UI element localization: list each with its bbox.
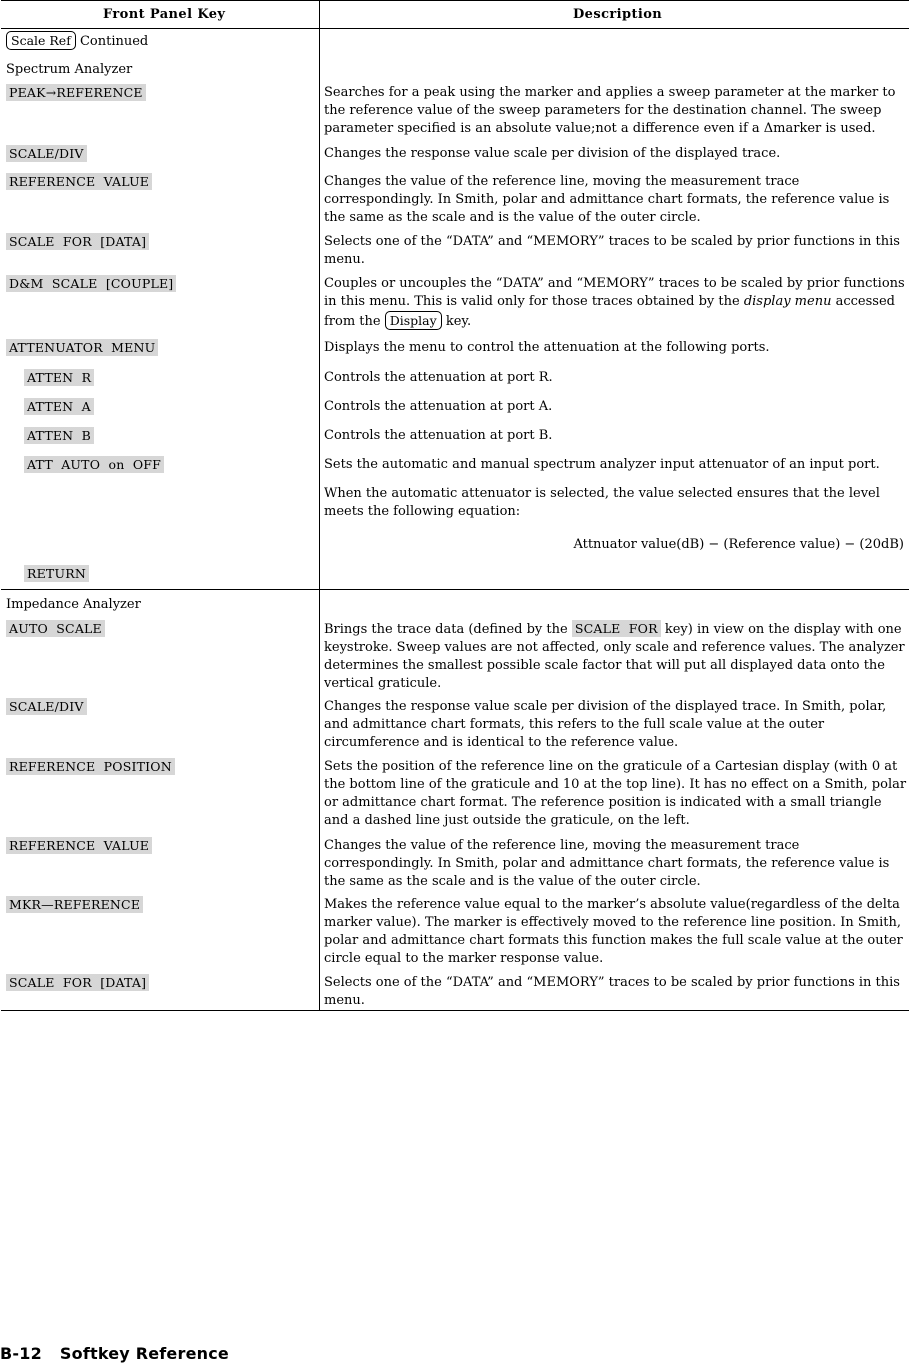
softkey-scale-div-impedance[interactable]: SCALE/DIV [6, 698, 87, 715]
softkey-dm-scale-couple[interactable]: D&M SCALE [COUPLE] [6, 275, 176, 292]
desc-scale-div: Changes the response value scale per division of the displayed trace. [324, 146, 781, 161]
desc-dm-scale-couple [324, 275, 910, 331]
table-bottom-rule [1, 1010, 909, 1011]
header-front-panel-key: Front Panel Key [103, 7, 226, 22]
table-header [1, 0, 909, 29]
desc-dm-text-a: Couples or uncouples the “DATA” and “MEMORY” traces to be scaled by prior functions in this menu. This is valid only for those traces obtained by the [324, 276, 905, 309]
desc-scale-for-data: Selects one of the “DATA” and “MEMORY” traces to be scaled by prior functions in this menu. [324, 234, 900, 267]
softkey-scale-for-data[interactable]: SCALE FOR [DATA] [6, 233, 149, 250]
desc-peak-reference: Searches for a peak using the marker and applies a sweep parameter at the marker to the reference value of the sweep parameters for the destination channel. The sweep parameter specified is an absolute value;not a difference even if a Δmarker is used. [324, 85, 896, 136]
softkey-reference-value[interactable]: REFERENCE VALUE [6, 173, 152, 190]
desc-scale-for-data-impedance: Selects one of the “DATA” and “MEMORY” traces to be scaled by prior functions in this menu. [324, 975, 900, 1008]
page-number: B-12 [0, 1344, 42, 1363]
softkey-atten-b[interactable]: ATTEN B [24, 427, 94, 444]
desc-atten-b: Controls the attenuation at port B. [324, 428, 553, 443]
intro-row [6, 31, 148, 51]
desc-auto-scale-text-b: key) in view on the display with one keystroke. Sweep values are not affected, only scale and reference values. The analyzer determines the smallest possible scale factor that will put all displayed data onto the vertical graticule. [324, 622, 905, 691]
page-footer [0, 1344, 229, 1363]
desc-auto-scale [324, 620, 910, 693]
desc-mkr-reference: Makes the reference value equal to the marker’s absolute value(regardless of the delta marker value). The marker is effectively moved to the reference line position. In Smith, polar and admittance chart formats this function makes the full scale value at the outer circle equal to the marker response value. [324, 897, 903, 966]
desc-att-auto-on-off: Sets the automatic and manual spectrum analyzer input attenuator of an input port. [324, 457, 880, 472]
softkey-auto-scale[interactable]: AUTO SCALE [6, 620, 105, 637]
desc-reference-position: Sets the position of the reference line on the graticule of a Cartesian display (with 0 at the bottom line of the graticule and 10 at the top line). It has no effect on a Smith, polar or admittance chart format. The reference position is indicated with a small triangle and a dashed line just outside the graticule, on the left. [324, 759, 907, 828]
desc-atten-a: Controls the attenuation at port A. [324, 399, 553, 414]
softkey-peak-reference[interactable]: PEAK→REFERENCE [6, 84, 146, 101]
softkey-mkr-reference[interactable]: MKR—REFERENCE [6, 896, 143, 913]
softkey-attenuator-menu[interactable]: ATTENUATOR MENU [6, 339, 158, 356]
desc-dm-text-b: accessed from the [324, 294, 895, 329]
continued-label: Continued [79, 34, 149, 49]
attenuator-equation: Attnuator value(dB) − (Reference value) − (20dB) [573, 537, 904, 552]
footer-title: Softkey Reference [59, 1344, 229, 1363]
desc-dm-text-c: key. [445, 314, 472, 329]
scale-ref-hardkey[interactable]: Scale Ref [6, 31, 76, 50]
section-title-impedance-analyzer: Impedance Analyzer [6, 597, 141, 612]
header-description: Description [573, 7, 663, 22]
display-hardkey[interactable]: Display [385, 311, 442, 330]
desc-reference-value: Changes the value of the reference line, moving the measurement trace correspondingly. In Smith, polar and admittance chart formats, the reference value is the same as the scale and is the value of the outer circle. [324, 174, 890, 225]
softkey-return[interactable]: RETURN [24, 565, 89, 582]
section-divider [1, 589, 909, 590]
desc-auto-scale-text-a: Brings the trace data (defined by the [324, 622, 568, 637]
softkey-atten-r[interactable]: ATTEN R [24, 369, 94, 386]
desc-auto-attenuator-note: When the automatic attenuator is selected, the value selected ensures that the level meets the following equation: [324, 486, 880, 519]
softkey-reference-value-impedance[interactable]: REFERENCE VALUE [6, 837, 152, 854]
desc-attenuator-menu: Displays the menu to control the attenuation at the following ports. [324, 340, 770, 355]
column-divider [319, 0, 320, 1010]
desc-dm-display-menu: display menu [743, 294, 832, 309]
softkey-scale-for-data-impedance[interactable]: SCALE FOR [DATA] [6, 974, 149, 991]
desc-scale-div-impedance: Changes the response value scale per division of the displayed trace. In Smith, polar, and admittance chart formats, this refers to the full scale value at the outer circumference and is identical to the reference value. [324, 699, 887, 750]
desc-atten-r: Controls the attenuation at port R. [324, 370, 553, 385]
softkey-reference-position[interactable]: REFERENCE POSITION [6, 758, 175, 775]
softkey-att-auto-on-off[interactable]: ATT AUTO on OFF [24, 456, 164, 473]
softkey-atten-a[interactable]: ATTEN A [24, 398, 94, 415]
inline-softkey-scale-for[interactable]: SCALE FOR [572, 620, 661, 637]
softkey-scale-div[interactable]: SCALE/DIV [6, 145, 87, 162]
section-title-spectrum-analyzer: Spectrum Analyzer [6, 62, 133, 77]
desc-reference-value-impedance: Changes the value of the reference line, moving the measurement trace correspondingly. In Smith, polar and admittance chart formats, the reference value is the same as the scale and is the value of the outer circle. [324, 838, 890, 889]
